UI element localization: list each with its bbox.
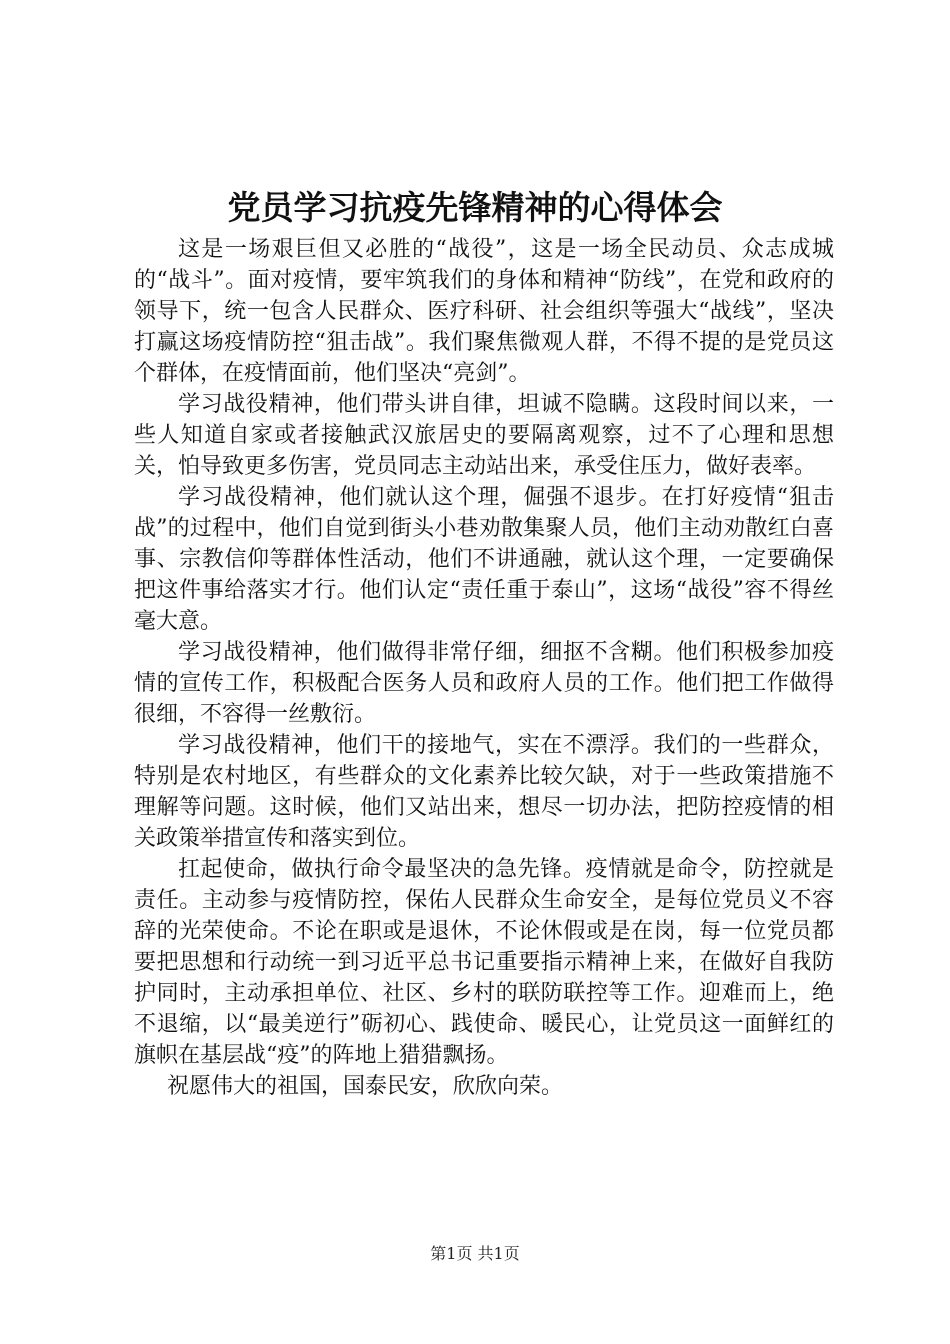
paragraph: 学习战役精神，他们就认这个理，倔强不退步。在打好疫情“狙击战”的过程中，他们自觉到街头小巷劝散集聚人员，他们主动劝散红白喜事、宗教信仰等群体性活动，他们不讲通融，就认这个理，一定要确保把这件事给落实才行。他们认定“责任重于泰山”，这场“战役”容不得丝毫大意。: [134, 485, 834, 634]
paragraph: 扛起使命，做执行命令最坚决的急先锋。疫情就是命令，防控就是责任。主动参与疫情防控，保佑人民群众生命安全，是每位党员义不容辞的光荣使命。不论在职或是退休，不论休假或是在岗，每一位党员都要把思想和行动统一到习近平总书记重要指示精神上来，在做好自我防护同时，主动承担单位、社区、乡村的联防联控等工作。迎难而上，绝不退缩，以“最美逆行”砺初心、践使命、暖民心，让党员这一面鲜红的旗帜在基层战“疫”的阵地上猎猎飘扬。: [134, 857, 834, 1068]
page-footer: 第1页 共1页: [430, 1244, 520, 1263]
paragraph: 学习战役精神，他们做得非常仔细，细抠不含糊。他们积极参加疫情的宣传工作，积极配合医务人员和政府人员的工作。他们把工作做得很细，不容得一丝敷衍。: [134, 640, 834, 727]
document-body: [134, 234, 834, 1102]
paragraph: 这是一场艰巨但又必胜的“战役”，这是一场全民动员、众志成城的“战斗”。面对疫情，要牢筑我们的身体和精神“防线”，在党和政府的领导下，统一包含人民群众、医疗科研、社会组织等强大“战线”，坚决打赢这场疫情防控“狙击战”。我们聚焦微观人群，不得不提的是党员这个群体，在疫情面前，他们坚决“亮剑”。: [134, 237, 834, 386]
document-title: 党员学习抗疫先锋精神的心得体会: [227, 188, 723, 227]
paragraph: 学习战役精神，他们带头讲自律，坦诚不隐瞒。这段时间以来，一些人知道自家或者接触武汉旅居史的要隔离观察，过不了心理和思想关，怕导致更多伤害，党员同志主动站出来，承受住压力，做好表率。: [134, 392, 834, 479]
closing-paragraph: 祝愿伟大的祖国，国泰民安，欣欣向荣。: [167, 1074, 564, 1099]
paragraph: 学习战役精神，他们干的接地气，实在不漂浮。我们的一些群众，特别是农村地区，有些群众的文化素养比较欠缺，对于一些政策措施不理解等问题。这时候，他们又站出来，想尽一切办法，把防控疫情的相关政策举措宣传和落实到位。: [134, 733, 834, 851]
